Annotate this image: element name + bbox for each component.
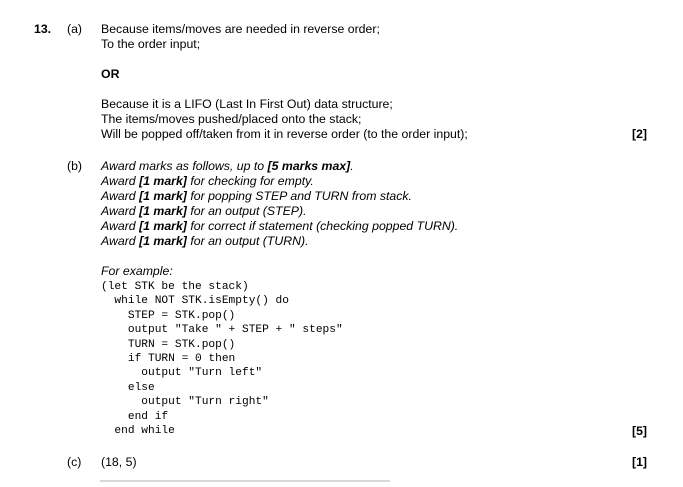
part-a-answer2-line: Will be popped off/taken from it in reverse order (to the order input);: [101, 127, 468, 141]
code-line: output "Take " + STEP + " steps": [101, 324, 343, 337]
mark-scheme-intro: Award marks as follows, up to [5 marks max].: [101, 159, 354, 173]
part-a-answer2-line: Because it is a LIFO (Last In First Out) data structure;: [101, 97, 393, 111]
part-c-label: (c): [67, 455, 82, 469]
code-line: (let STK be the stack): [101, 281, 249, 293]
code-line: output "Turn right": [101, 396, 269, 409]
code-line: if TURN = 0 then: [101, 353, 236, 365]
part-b-marks: [5]: [631, 424, 647, 438]
part-a-answer2-line: The items/moves pushed/placed onto the stack;: [101, 112, 362, 126]
mark-criterion: Award [1 mark] for correct if statement (checking popped TURN).: [101, 219, 459, 233]
cropped-text-fragment: [100, 480, 390, 482]
mark-criterion: Award [1 mark] for an output (TURN).: [101, 234, 309, 248]
part-b-label: (b): [67, 159, 83, 173]
part-a-answer1-line: Because items/moves are needed in reverse order;: [101, 22, 380, 36]
code-line: STEP = STK.pop(): [101, 309, 236, 322]
code-line: end if: [101, 410, 169, 423]
code-line: TURN = STK.pop(): [101, 338, 236, 351]
code-line: end while: [101, 425, 175, 437]
mark-criterion: Award [1 mark] for checking for empty.: [101, 174, 314, 188]
part-c-marks: [1]: [631, 455, 647, 469]
mark-criterion: Award [1 mark] for popping STEP and TURN from stack.: [101, 189, 412, 203]
code-line: while NOT STK.isEmpty() do: [101, 295, 289, 308]
or-separator: OR: [101, 67, 120, 81]
mark-criterion: Award [1 mark] for an output (STEP).: [101, 204, 307, 218]
part-c-answer: (18, 5): [101, 455, 137, 469]
part-a-answer1-line: To the order input;: [101, 37, 201, 51]
code-line: else: [101, 381, 155, 394]
part-a-marks: [2]: [631, 127, 647, 141]
part-a-label: (a): [67, 22, 83, 36]
code-line: output "Turn left": [101, 367, 263, 380]
question-number: 13.: [34, 22, 52, 36]
example-label: For example:: [101, 264, 173, 278]
